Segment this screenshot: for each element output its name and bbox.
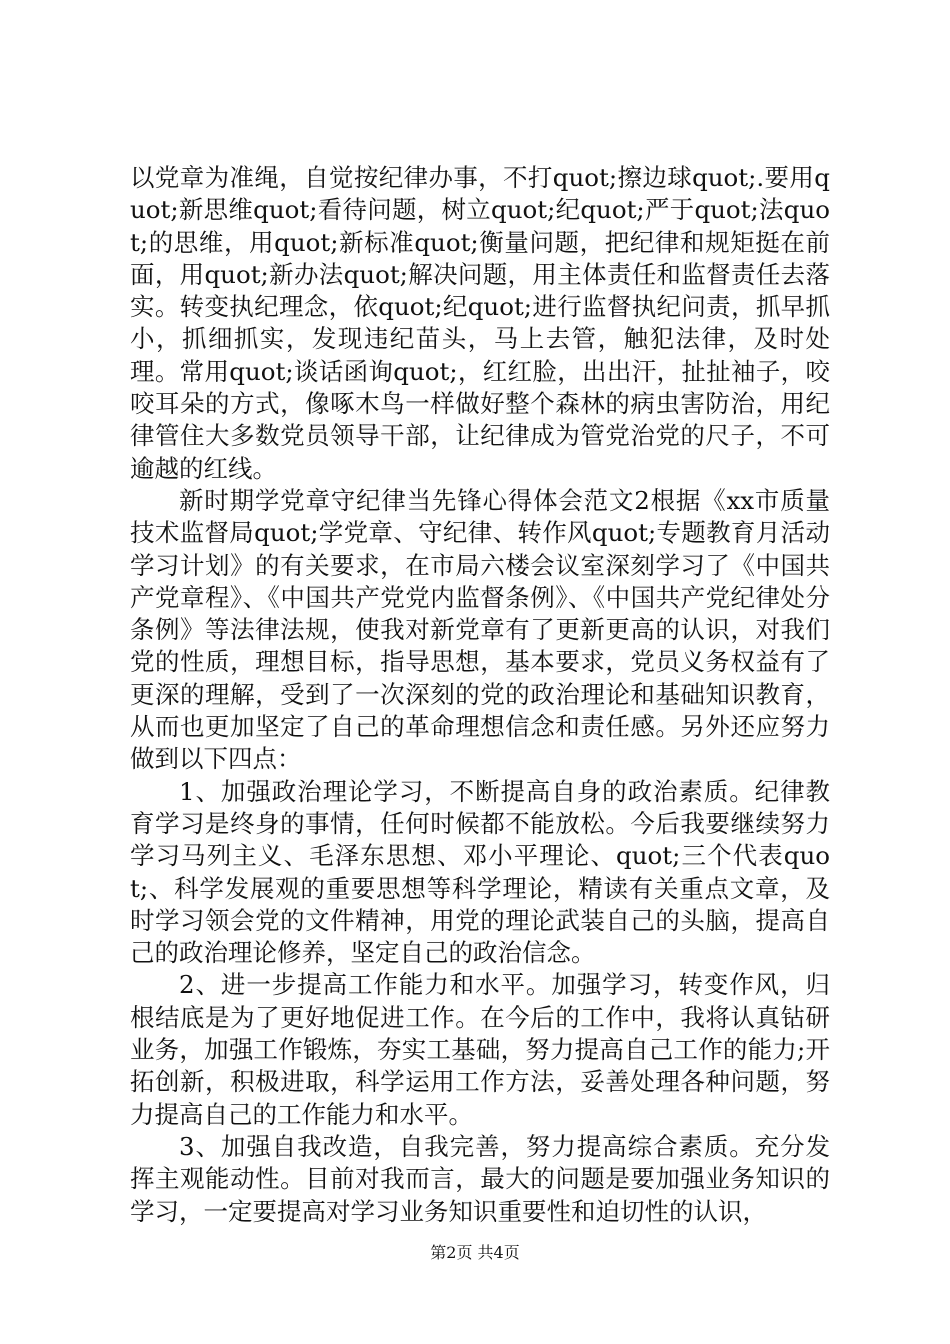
paragraph-continuation: 以党章为准绳，自觉按纪律办事，不打quot;擦边球quot;.要用quot;新思维quot;看待问题，树立quot;纪quot;严于quot;法quot;的思维，用quot;新标准quot;衡量问题，把纪律和规矩挺在前面，用quot;新办法quot;解决问题，用主体责任和监督责任去落实。转变执纪理念，依quot;纪quot;进行监督执纪问责，抓早抓小，抓细抓实，发现违纪苗头，马上去管，触犯法律，及时处理。常用quot;谈话函询quot;，红红脸，出出汗，扯扯袖子，咬咬耳朵的方式，像啄木鸟一样做好整个森林的病虫害防治，用纪律管住大多数党员领导干部，让纪律成为管党治党的尺子，不可逾越的红线。 (130, 163, 830, 483)
paragraph-point-1: 1、加强政治理论学习，不断提高自身的政治素质。纪律教育学习是终身的事情，任何时候都不能放松。今后我要继续努力学习马列主义、毛泽东思想、邓小平理论、quot;三个代表quot;、科学发展观的重要思想等科学理论，精读有关重点文章，及时学习领会党的文件精神，用党的理论武装自己的头脑，提高自己的政治理论修养，坚定自己的政治信念。 (130, 776, 830, 968)
body-text (130, 162, 830, 1228)
paragraph-point-3: 3、加强自我改造，自我完善，努力提高综合素质。充分发挥主观能动性。目前对我而言，最大的问题是要加强业务知识的学习，一定要提高对学习业务知识重要性和迫切性的认识， (130, 1131, 830, 1226)
page-footer: 第2页 共4页 (430, 1243, 520, 1262)
paragraph-sample-essay-2: 新时期学党章守纪律当先锋心得体会范文2根据《xx市质量技术监督局quot;学党章、守纪律、转作风quot;专题教育月活动学习计划》的有关要求，在市局六楼会议室深刻学习了《中国共产党章程》、《中国共产党党内监督条例》、《中国共产党纪律处分条例》等法律法规，使我对新党章有了更新更高的认识，对我们党的性质，理想目标，指导思想，基本要求，党员义务权益有了更深的理解，受到了一次深刻的党的政治理论和基础知识教育，从而也更加坚定了自己的革命理想信念和责任感。另外还应努力做到以下四点： (130, 485, 830, 774)
paragraph-point-2: 2、进一步提高工作能力和水平。加强学习，转变作风，归根结底是为了更好地促进工作。在今后的工作中，我将认真钻研业务，加强工作锻炼，夯实工基础，努力提高自己工作的能力;开拓创新，积极进取，科学运用工作方法，妥善处理各种问题，努力提高自己的工作能力和水平。 (130, 970, 830, 1129)
